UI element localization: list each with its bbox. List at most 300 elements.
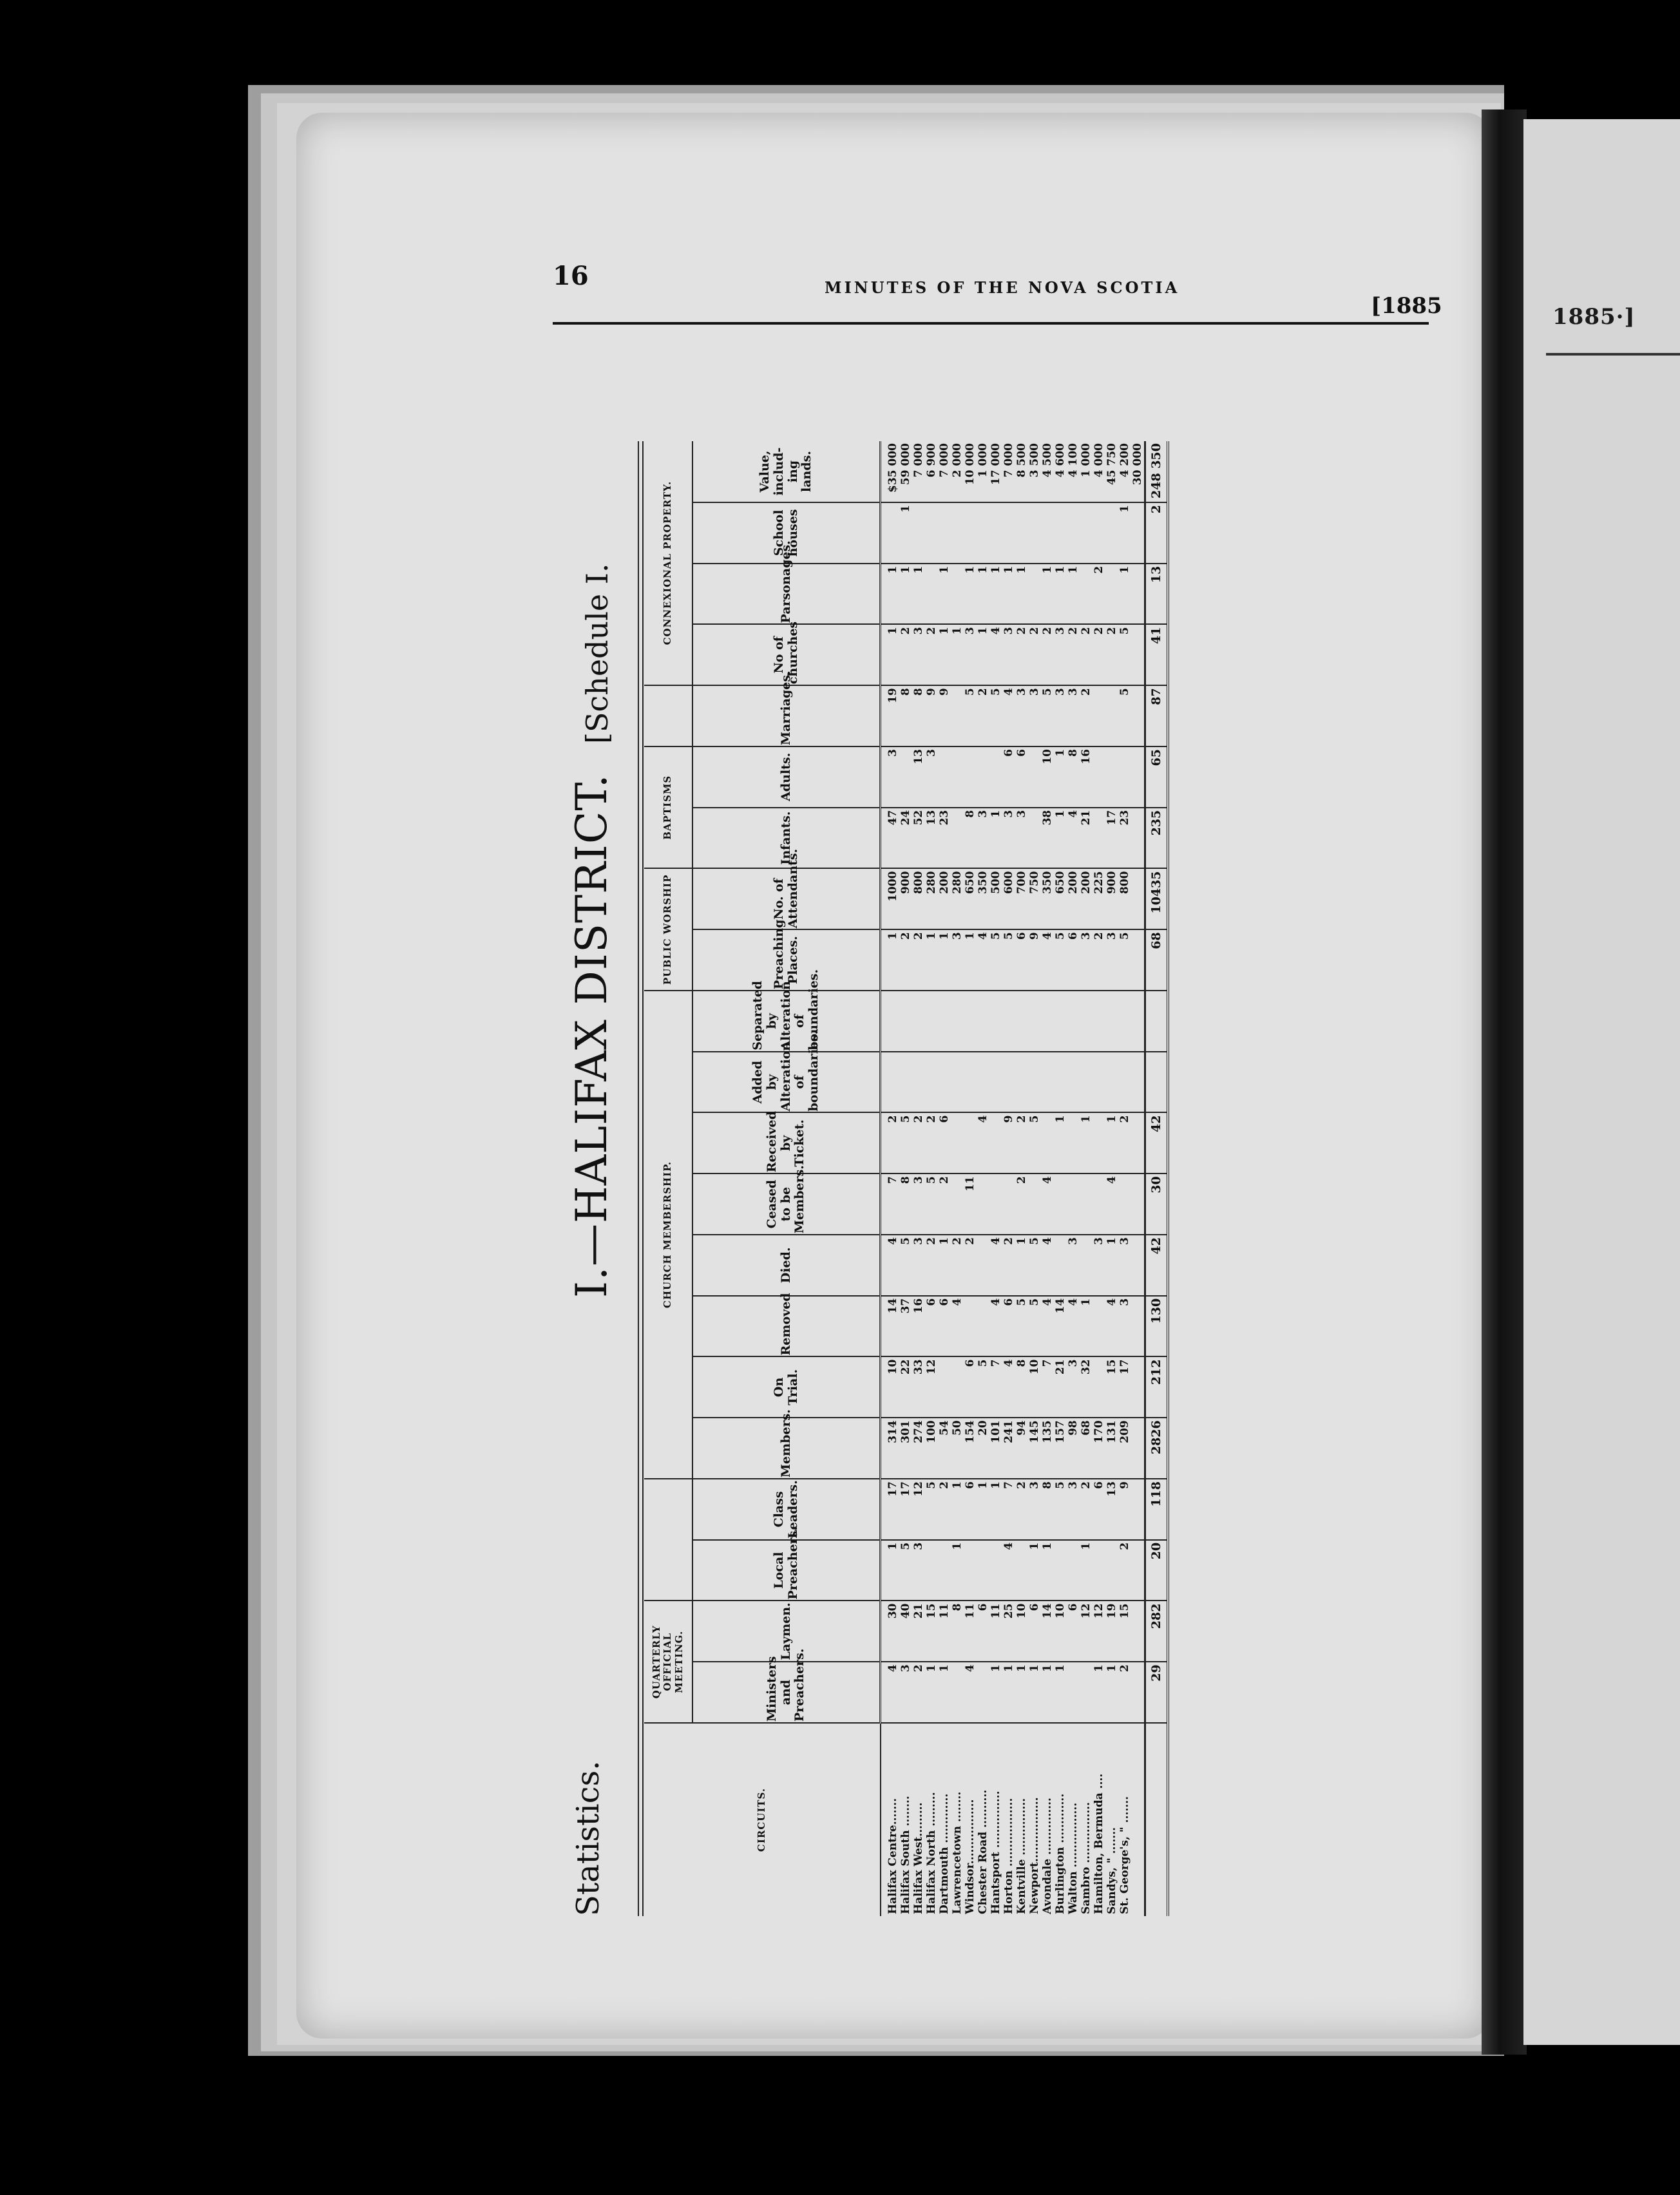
table-cell: 17 — [1105, 808, 1118, 869]
table-cell: 3 — [1054, 685, 1067, 746]
table-cell — [881, 1052, 900, 1113]
table-cell: 1 — [925, 1662, 938, 1723]
table-row — [1054, 441, 1067, 1916]
table-cell: 1 — [912, 564, 925, 625]
table-cell — [1080, 564, 1093, 625]
table-cell — [951, 991, 964, 1052]
table-cell: 17 000 — [989, 441, 1002, 502]
table-cell: 17 — [881, 1479, 900, 1540]
table-cell: 47 — [881, 808, 900, 869]
section-label: Statistics. — [570, 1760, 606, 1916]
table-cell — [1080, 1662, 1093, 1723]
table-cell: 2 — [1015, 625, 1028, 686]
table-cell — [1080, 1174, 1093, 1235]
table-cell: $35 000 — [881, 441, 900, 502]
extra-value-row — [1131, 441, 1145, 1916]
table-cell: 3 — [1067, 1479, 1080, 1540]
table-cell: 3 — [1002, 808, 1015, 869]
table-cell — [989, 1174, 1002, 1235]
table-cell: 13 — [1105, 1479, 1118, 1540]
table-cell: 3 — [1067, 685, 1080, 746]
table-cell: 3 — [1118, 1235, 1131, 1296]
table-cell — [977, 1540, 989, 1601]
table-cell: 5 — [1054, 1479, 1067, 1540]
table-cell: 21 — [1054, 1357, 1067, 1418]
circuit-name: Dartmouth ............. — [938, 1793, 951, 1914]
circuit-name: Walton ................. — [1067, 1802, 1080, 1914]
table-cell: 1 000 — [977, 441, 989, 502]
table-cell: 10 — [1015, 1601, 1028, 1662]
table-cell: 1 — [1118, 502, 1131, 564]
table-cell: 8 — [964, 808, 977, 869]
table-cell: 1 — [1080, 1113, 1093, 1174]
table-cell: 1 — [1028, 1662, 1041, 1723]
table-cell: 3 — [912, 1235, 925, 1296]
table-row — [1041, 441, 1054, 1916]
table-cell: 11 — [989, 1601, 1002, 1662]
table-cell: 1 — [925, 929, 938, 991]
table-cell: 2 — [899, 929, 912, 991]
table-cell: 23 — [1118, 808, 1131, 869]
table-cell: 8 500 — [1015, 441, 1028, 502]
table-cell — [912, 991, 925, 1052]
table-cell: 4 200 — [1118, 441, 1131, 502]
table-body — [881, 441, 1169, 1916]
table-cell — [1093, 1296, 1105, 1357]
table-cell — [1105, 502, 1118, 564]
table-cell — [1105, 564, 1118, 625]
table-cell — [989, 502, 1002, 564]
table-cell: 2 — [1002, 1235, 1015, 1296]
table-cell: 4 — [1041, 1296, 1054, 1357]
circuit-name: Avondale ............... — [1041, 1798, 1054, 1914]
table-cell: 2 — [938, 1174, 951, 1235]
table-cell — [977, 502, 989, 564]
table-cell: 1 — [881, 1540, 900, 1601]
table-cell: 4 — [1067, 1296, 1080, 1357]
table-cell: 13 — [925, 808, 938, 869]
table-cell: 3 — [977, 808, 989, 869]
table-row — [1118, 441, 1131, 1916]
table-cell: 1 000 — [1080, 441, 1093, 502]
table-cell: 1 — [1067, 564, 1080, 625]
table-cell: 9 — [1002, 1113, 1015, 1174]
table-cell: 2 — [1015, 1113, 1028, 1174]
table-cell: 1 — [951, 1540, 964, 1601]
table-cell: 7 — [881, 1174, 900, 1235]
table-cell: 21 — [912, 1601, 925, 1662]
table-cell — [881, 991, 900, 1052]
table-cell — [1067, 1540, 1080, 1601]
table-cell: 15 — [1105, 1357, 1118, 1418]
table-cell: 4 — [1105, 1174, 1118, 1235]
table-cell — [1028, 564, 1041, 625]
total-cell: 2 — [1145, 502, 1169, 564]
table-cell: 6 — [1067, 929, 1080, 991]
blank-group-header — [644, 1479, 692, 1601]
total-cell: 282 — [1145, 1601, 1169, 1662]
table-cell — [925, 1052, 938, 1113]
table-cell — [1131, 1113, 1145, 1174]
table-row — [1105, 441, 1118, 1916]
running-title: MINUTES OF THE NOVA SCOTIA — [825, 278, 1180, 297]
table-cell: 68 — [1080, 1418, 1093, 1479]
table-cell — [1054, 1235, 1067, 1296]
total-cell: 2826 — [1145, 1418, 1169, 1479]
table-cell — [1131, 1723, 1145, 1916]
table-cell: 280 — [925, 869, 938, 930]
total-cell: 65 — [1145, 746, 1169, 808]
table-cell: 2 — [881, 1113, 900, 1174]
column-header: School houses — [692, 502, 881, 564]
circuit-name: Kentville ............... — [1015, 1798, 1028, 1914]
table-cell: 1 — [1054, 1113, 1067, 1174]
column-header: Local Preachers. — [692, 1540, 881, 1601]
table-cell: 314 — [881, 1418, 900, 1479]
table-cell: 5 — [1118, 625, 1131, 686]
table-cell: 1 — [951, 1479, 964, 1540]
table-cell: 135 — [1041, 1418, 1054, 1479]
table-cell: 100 — [925, 1418, 938, 1479]
table-cell: 3 — [1067, 1235, 1080, 1296]
table-cell: 1 — [1093, 1662, 1105, 1723]
schedule-label: [Schedule I. — [580, 563, 615, 744]
table-cell — [938, 1540, 951, 1601]
table-cell: 16 — [1080, 746, 1093, 808]
table-cell — [1028, 808, 1041, 869]
table-row — [1080, 441, 1093, 1916]
table-cell: 1 — [1105, 1235, 1118, 1296]
table-cell: 200 — [1067, 869, 1080, 930]
table-cell — [1015, 991, 1028, 1052]
table-cell: 2 — [925, 1113, 938, 1174]
table-cell — [1067, 1113, 1080, 1174]
table-cell: 225 — [1093, 869, 1105, 930]
table-cell: 1 — [1015, 564, 1028, 625]
table-cell: 2 — [1118, 1540, 1131, 1601]
table-cell — [951, 1174, 964, 1235]
table-cell: 3 — [1028, 1479, 1041, 1540]
table-cell — [899, 1052, 912, 1113]
table-cell: 2 — [925, 1235, 938, 1296]
table-cell: 2 — [1118, 1113, 1131, 1174]
table-cell: 1 — [1041, 1662, 1054, 1723]
total-cell: 130 — [1145, 1296, 1169, 1357]
table-cell: 350 — [977, 869, 989, 930]
facing-page — [1523, 119, 1680, 2045]
table-cell: 350 — [1041, 869, 1054, 930]
table-cell: 154 — [964, 1418, 977, 1479]
table-row — [925, 441, 938, 1916]
table-cell — [1080, 991, 1093, 1052]
table-cell — [1131, 1479, 1145, 1540]
total-cell: 87 — [1145, 685, 1169, 746]
table-cell: 5 — [989, 685, 1002, 746]
table-cell: 4 — [951, 1296, 964, 1357]
column-header: Ceased to be Members. — [692, 1174, 881, 1235]
table-cell: 8 — [1015, 1357, 1028, 1418]
table-cell: 3 — [1080, 929, 1093, 991]
table-cell: 12 — [925, 1357, 938, 1418]
table-cell: 2 — [977, 685, 989, 746]
table-cell: 2 — [1067, 625, 1080, 686]
circuit-name: Windsor................. — [964, 1799, 977, 1914]
table-cell — [938, 502, 951, 564]
table-cell: 20 — [977, 1418, 989, 1479]
column-header: Received by Ticket. — [692, 1113, 881, 1174]
table-cell: 1 — [989, 808, 1002, 869]
table-cell: 1 — [1054, 746, 1067, 808]
table-cell — [938, 746, 951, 808]
table-cell: 1 — [881, 564, 900, 625]
table-cell: 3 — [1015, 685, 1028, 746]
table-cell: 45 750 — [1105, 441, 1118, 502]
table-cell: 1 — [989, 1662, 1002, 1723]
table-cell — [1131, 625, 1145, 686]
table-cell — [977, 1662, 989, 1723]
circuit-name: Chester Road .......... — [977, 1789, 989, 1914]
table-cell: 21 — [1080, 808, 1093, 869]
table-cell: 3 — [964, 625, 977, 686]
column-header: Separated by Alteration of boundaries. — [692, 991, 881, 1052]
circuit-name: Sambro ................ — [1080, 1801, 1093, 1914]
total-cell — [1145, 991, 1169, 1052]
table-cell: 59 000 — [899, 441, 912, 502]
table-cell: 800 — [912, 869, 925, 930]
table-cell — [1093, 1052, 1105, 1113]
table-cell: 2 000 — [951, 441, 964, 502]
total-cell: 248 350 — [1145, 441, 1169, 502]
table-cell: 1 — [1118, 564, 1131, 625]
table-cell: 2 — [951, 1235, 964, 1296]
table-cell: 6 — [1002, 1296, 1015, 1357]
table-cell: 2 — [912, 929, 925, 991]
table-cell: 3 500 — [1028, 441, 1041, 502]
total-cell: 68 — [1145, 929, 1169, 991]
table-cell: 6 — [1015, 746, 1028, 808]
table-row — [977, 441, 989, 1916]
table-cell: 12 — [1093, 1601, 1105, 1662]
column-header: Removed — [692, 1296, 881, 1357]
table-cell: 4 500 — [1041, 441, 1054, 502]
table-cell: 8 — [899, 1174, 912, 1235]
table-cell — [1131, 502, 1145, 564]
column-header: Died. — [692, 1235, 881, 1296]
table-cell — [951, 1662, 964, 1723]
table-cell: 157 — [1054, 1418, 1067, 1479]
public-worship-header: PUBLIC WORSHIP — [644, 869, 692, 991]
table-cell: 5 — [1015, 1296, 1028, 1357]
table-cell — [1131, 1052, 1145, 1113]
table-cell: 2 — [1080, 1479, 1093, 1540]
table-cell: 2 — [1093, 929, 1105, 991]
table-cell: 3 — [881, 746, 900, 808]
table-cell — [899, 746, 912, 808]
table-cell — [1131, 1357, 1145, 1418]
table-cell: 9 — [1118, 1479, 1131, 1540]
table-cell: 6 — [964, 1479, 977, 1540]
column-header: On Trial. — [692, 1357, 881, 1418]
table-cell: 900 — [1105, 869, 1118, 930]
table-cell: 8 — [1041, 1479, 1054, 1540]
table-row — [912, 441, 925, 1916]
table-cell: 7 000 — [938, 441, 951, 502]
table-cell: 11 — [964, 1601, 977, 1662]
quarterly-meeting-header: QUARTERLY OFFICIAL MEETING. — [644, 1601, 692, 1724]
circuit-name: Sandys, " ....... — [1105, 1827, 1118, 1914]
table-cell: 11 — [938, 1601, 951, 1662]
column-header: Infants. — [692, 808, 881, 869]
table-cell — [1118, 1174, 1131, 1235]
table-cell: 12 — [912, 1479, 925, 1540]
connexional-property-header: CONNEXIONAL PROPERTY. — [644, 441, 692, 685]
table-cell: 7 000 — [912, 441, 925, 502]
table-cell: 6 — [938, 1113, 951, 1174]
table-cell — [951, 808, 964, 869]
table-cell: 3 — [912, 625, 925, 686]
table-cell — [1054, 502, 1067, 564]
table-cell — [1105, 746, 1118, 808]
table-row — [964, 441, 977, 1916]
table-top-rule — [638, 441, 644, 1916]
table-cell — [1093, 991, 1105, 1052]
table-cell: 4 — [1041, 929, 1054, 991]
table-cell — [1028, 991, 1041, 1052]
table-cell: 2 — [964, 1235, 977, 1296]
table-cell: 6 — [1093, 1479, 1105, 1540]
table-row — [989, 441, 1002, 1916]
table-cell: 37 — [899, 1296, 912, 1357]
table-cell: 1 — [938, 564, 951, 625]
table-cell: 10 — [1054, 1601, 1067, 1662]
table-cell: 700 — [1015, 869, 1028, 930]
table-cell: 13 — [912, 746, 925, 808]
table-cell: 4 — [1041, 1174, 1054, 1235]
table-cell: 10 — [1028, 1357, 1041, 1418]
table-cell — [989, 991, 1002, 1052]
circuit-name: Horton .................. — [1002, 1798, 1015, 1914]
table-cell — [1131, 929, 1145, 991]
table-cell: 600 — [1002, 869, 1015, 930]
table-cell: 301 — [899, 1418, 912, 1479]
column-header: No of churches — [692, 625, 881, 686]
total-cell: 235 — [1145, 808, 1169, 869]
table-cell — [989, 746, 1002, 808]
table-cell — [1131, 1296, 1145, 1357]
table-cell: 2 — [1118, 1662, 1131, 1723]
circuit-name: Halifax North ......... — [925, 1792, 938, 1914]
column-header: Preaching Places. — [692, 929, 881, 991]
table-cell: 500 — [989, 869, 1002, 930]
table-cell — [925, 502, 938, 564]
table-cell: 2 — [899, 625, 912, 686]
table-row — [938, 441, 951, 1916]
table-cell — [881, 502, 900, 564]
table-cell — [1105, 1540, 1118, 1601]
table-cell: 24 — [899, 808, 912, 869]
table-cell — [964, 1296, 977, 1357]
table-cell — [1015, 1540, 1028, 1601]
header-rule — [553, 322, 1429, 325]
table-cell: 1 — [1080, 1540, 1093, 1601]
table-cell: 1 — [1054, 808, 1067, 869]
table-cell: 15 — [925, 1601, 938, 1662]
table-cell: 4 — [977, 1113, 989, 1174]
table-cell — [1054, 991, 1067, 1052]
table-cell — [1041, 991, 1054, 1052]
table-cell: 2 — [1093, 564, 1105, 625]
table-cell — [938, 1052, 951, 1113]
table-cell: 3 — [1002, 625, 1015, 686]
table-cell: 4 600 — [1054, 441, 1067, 502]
table-cell: 1 — [881, 625, 900, 686]
column-header: Class Leaders. — [692, 1479, 881, 1540]
table-cell: 3 — [899, 1662, 912, 1723]
table-cell: 6 — [1015, 929, 1028, 991]
table-cell — [1002, 991, 1015, 1052]
circuit-name: St. George's, " ....... — [1118, 1796, 1131, 1914]
table-cell: 131 — [1105, 1418, 1118, 1479]
table-cell: 1 — [1105, 1113, 1118, 1174]
table-cell: 9 — [1028, 929, 1041, 991]
table-cell — [1067, 1662, 1080, 1723]
table-cell: 4 — [881, 1235, 900, 1296]
table-cell: 4 — [989, 625, 1002, 686]
table-cell — [925, 991, 938, 1052]
table-cell: 7 — [1002, 1479, 1015, 1540]
table-cell: 10 — [1041, 746, 1054, 808]
table-cell — [1015, 502, 1028, 564]
table-cell — [1131, 1540, 1145, 1601]
table-cell: 5 — [925, 1174, 938, 1235]
table-cell: 900 — [899, 869, 912, 930]
table-cell: 170 — [1093, 1418, 1105, 1479]
table-cell: 38 — [1041, 808, 1054, 869]
table-cell — [912, 1052, 925, 1113]
table-cell: 5 — [1028, 1235, 1041, 1296]
table-cell: 4 — [1002, 1540, 1015, 1601]
table-cell — [1131, 1418, 1145, 1479]
table-cell: 1 — [1002, 564, 1015, 625]
extra-value-cell: 30 000 — [1131, 441, 1145, 502]
table-cell: 3 — [1028, 685, 1041, 746]
table-cell: 145 — [1028, 1418, 1041, 1479]
table-cell — [951, 746, 964, 808]
table-cell — [1131, 808, 1145, 869]
table-cell — [1131, 1601, 1145, 1662]
table-cell — [989, 1052, 1002, 1113]
table-cell: 15 — [1118, 1601, 1131, 1662]
column-header: Laymen. — [692, 1601, 881, 1662]
table-cell: 1 — [964, 929, 977, 991]
table-cell — [1080, 1052, 1093, 1113]
table-cell: 5 — [1054, 929, 1067, 991]
table-cell: 3 — [1067, 1357, 1080, 1418]
table-cell: 5 — [1002, 929, 1015, 991]
circuit-name: Halifax South ........ — [899, 1796, 912, 1914]
table-cell — [951, 1113, 964, 1174]
table-cell: 3 — [1105, 929, 1118, 991]
table-cell — [951, 685, 964, 746]
table-cell: 33 — [912, 1357, 925, 1418]
table-cell: 5 — [977, 1357, 989, 1418]
table-cell: 6 900 — [925, 441, 938, 502]
table-row — [1015, 441, 1028, 1916]
table-cell — [1028, 502, 1041, 564]
table-cell: 2 — [925, 625, 938, 686]
table-cell: 2 — [1041, 625, 1054, 686]
table-cell: 4 — [1067, 808, 1080, 869]
